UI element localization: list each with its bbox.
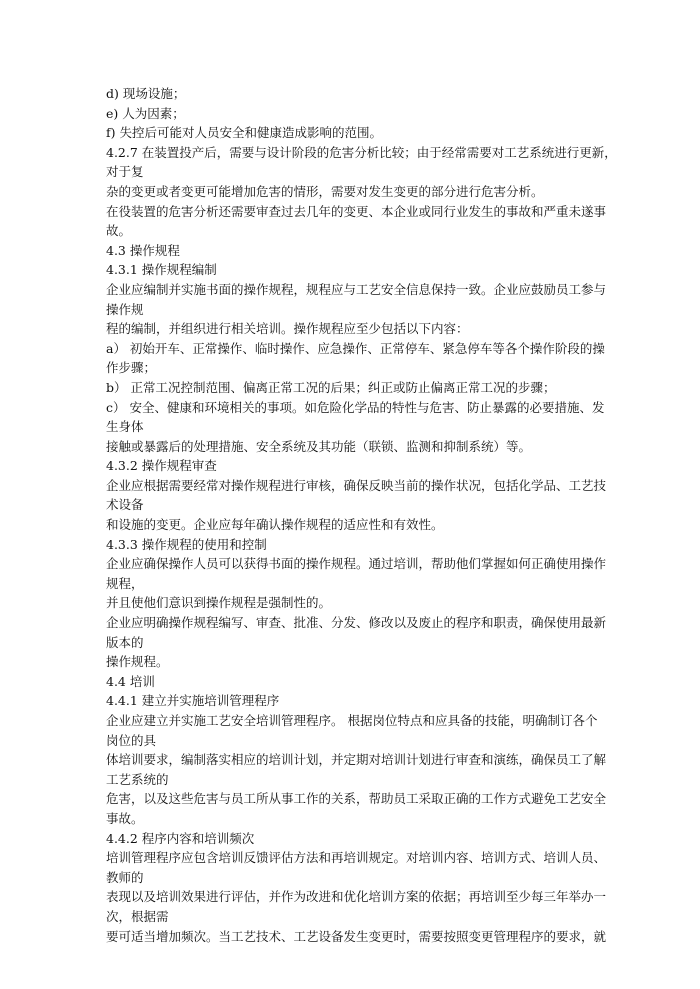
- list-item: 生身体: [106, 419, 144, 435]
- paragraph-line: 规程，: [106, 575, 144, 591]
- list-item: 接触或暴露后的处理措施、安全系统及其功能（联锁、监测和抑制系统）等。: [106, 438, 532, 454]
- paragraph-line: 企业应明确操作规程编写、审查、批准、分发、修改以及废止的程序和职责，确保使用最新: [106, 615, 607, 631]
- paragraph-line: 危害，以及这些危害与员工所从事工作的关系，帮助员工采取正确的工作方式避免工艺安全: [106, 791, 607, 807]
- paragraph-line: 培训管理程序应包含培训反馈评估方法和再培训规定。对培训内容、培训方式、培训人员、: [106, 850, 607, 866]
- subsection-heading: 4.3.3 操作规程的使用和控制: [106, 536, 267, 552]
- paragraph-line: 企业应编制并实施书面的操作规程，规程应与工艺安全信息保持一致。企业应鼓励员工参与: [106, 281, 607, 297]
- paragraph-line: 企业应根据需要经常对操作规程进行审核，确保反映当前的操作状况，包括化学品、工艺技: [106, 477, 607, 493]
- paragraph-line: 教师的: [106, 869, 144, 885]
- paragraph-line: 在役装置的危害分析还需要审查过去几年的变更、本企业或同行业发生的事故和严重未遂事: [106, 203, 607, 219]
- paragraph-line: 次，根据需: [106, 908, 169, 924]
- list-item: b） 正常工况控制范围、偏离正常工况的后果；纠正或防止偏离正常工况的步骤；: [106, 379, 556, 395]
- paragraph-line: 表现以及培训效果进行评估，并作为改进和优化培训方案的依据；再培训至少每三年举办一: [106, 889, 607, 905]
- paragraph-line: 企业应建立并实施工艺安全培训管理程序。 根据岗位特点和应具备的技能，明确制订各个: [106, 713, 598, 728]
- paragraph-line: 事故。: [106, 810, 144, 826]
- paragraph-line: 体培训要求，编制落实相应的培训计划，并定期对培训计划进行审查和演练，确保员工了解: [106, 752, 607, 768]
- paragraph-line: 和设施的变更。企业应每年确认操作规程的适应性和有效性。: [106, 517, 444, 533]
- paragraph-line: 要可适当增加频次。当工艺技术、工艺设备发生变更时，需要按照变更管理程序的要求，就: [106, 928, 607, 944]
- paragraph-line: 对于复: [106, 164, 144, 180]
- section-heading: 4.3 操作规程: [106, 242, 180, 258]
- list-item: e) 人为因素；: [106, 105, 185, 121]
- paragraph-line: 操作规程。: [106, 654, 169, 670]
- paragraph-line: 工艺系统的: [106, 771, 169, 787]
- list-item: d) 现场设施；: [106, 86, 186, 101]
- section-heading: 4.4 培训: [106, 673, 155, 689]
- subsection-heading: 4.3.1 操作规程编制: [106, 262, 217, 278]
- paragraph-line: 4.2.7 在装置投产后，需要与设计阶段的危害分析比较；由于经常需要对工艺系统进行更新，: [106, 144, 617, 160]
- list-item: f) 失控后可能对人员安全和健康造成影响的范围。: [106, 125, 382, 141]
- paragraph-line: 版本的: [106, 634, 144, 650]
- paragraph-line: 并且使他们意识到操作规程是强制性的。: [106, 595, 332, 611]
- document-body: [106, 84, 617, 946]
- list-item: a） 初始开车、正常操作、临时操作、应急操作、正常停车、紧急停车等各个操作阶段的操: [106, 340, 605, 356]
- subsection-heading: 4.3.2 操作规程审查: [106, 458, 217, 474]
- paragraph-line: 杂的变更或者变更可能增加危害的情形，需要对发生变更的部分进行危害分析。: [106, 183, 544, 199]
- list-item: 作步骤；: [106, 360, 157, 376]
- paragraph-line: 企业应确保操作人员可以获得书面的操作规程。通过培训，帮助他们掌握如何正确使用操作: [106, 556, 607, 572]
- paragraph-line: 故。: [106, 223, 132, 239]
- list-item: c） 安全、健康和环境相关的事项。如危险化学品的特性与危害、防止暴露的必要措施、发: [106, 399, 605, 415]
- paragraph-line: 程的编制，并组织进行相关培训。操作规程应至少包括以下内容：: [106, 321, 469, 337]
- paragraph-line: 操作规: [106, 301, 144, 317]
- paragraph-line: 术设备: [106, 497, 144, 513]
- subsection-heading: 4.4.2 程序内容和培训频次: [106, 830, 255, 846]
- subsection-heading: 4.4.1 建立并实施培训管理程序: [106, 693, 280, 709]
- paragraph-line: 岗位的具: [106, 732, 157, 748]
